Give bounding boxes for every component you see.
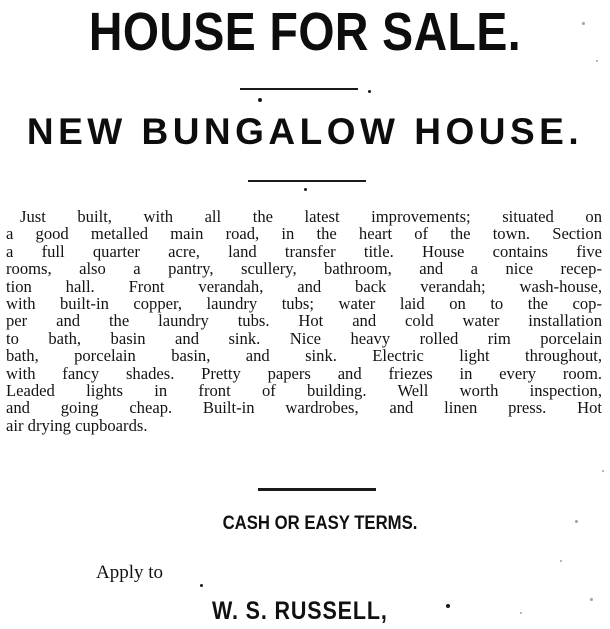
print-speck [582,22,585,25]
divider-rule [258,488,376,491]
ornament-dot [446,604,450,608]
subheadline: NEW BUNGALOW HOUSE. [26,111,584,152]
advert-body [6,208,602,434]
headline: HOUSE FOR SALE. [88,2,522,62]
body-line: a good metalled main road, in the heart of the town. Section [6,224,602,244]
divider-rule [248,180,366,182]
body-line: rooms, also a pantry, scullery, bathroom, and a nice recep- [6,259,602,279]
print-speck [520,612,522,614]
body-line: to bath, basin and sink. Nice heavy rolled rim porcelain [6,328,602,348]
body-line: Leaded lights in front of building. Well worth inspection, [6,381,602,401]
body-line: Just built, with all the latest improvements; situated on [20,207,602,226]
divider-rule [240,88,358,90]
ornament-dot [304,188,307,191]
ornament-dot [200,584,203,587]
body-line: with built-in copper, laundry tubs; water laid on to the cop- [6,294,602,314]
apply-label: Apply to [96,562,164,583]
body-line: and going cheap. Built-in wardrobes, and linen press. Hot [6,398,602,418]
body-line: per and the laundry tubs. Hot and cold water installation [6,311,602,331]
body-line: a full quarter acre, land transfer title. House contains five [6,241,602,261]
body-line: tion hall. Front verandah, and back verandah; wash-house, [6,276,602,296]
print-speck [602,470,604,472]
contact-name: W. S. RUSSELL, [212,597,388,625]
ornament-dot [368,90,371,93]
payment-terms: CASH OR EASY TERMS. [222,513,418,534]
print-speck [575,520,578,523]
ornament-dot [258,98,262,102]
print-speck [560,560,562,562]
body-line: with fancy shades. Pretty papers and friezes in every room. [6,363,602,383]
print-speck [596,60,598,62]
print-speck [590,598,593,601]
body-line: air drying cupboards. [6,415,148,435]
body-line: bath, porcelain basin, and sink. Electric light throughout, [6,346,602,366]
